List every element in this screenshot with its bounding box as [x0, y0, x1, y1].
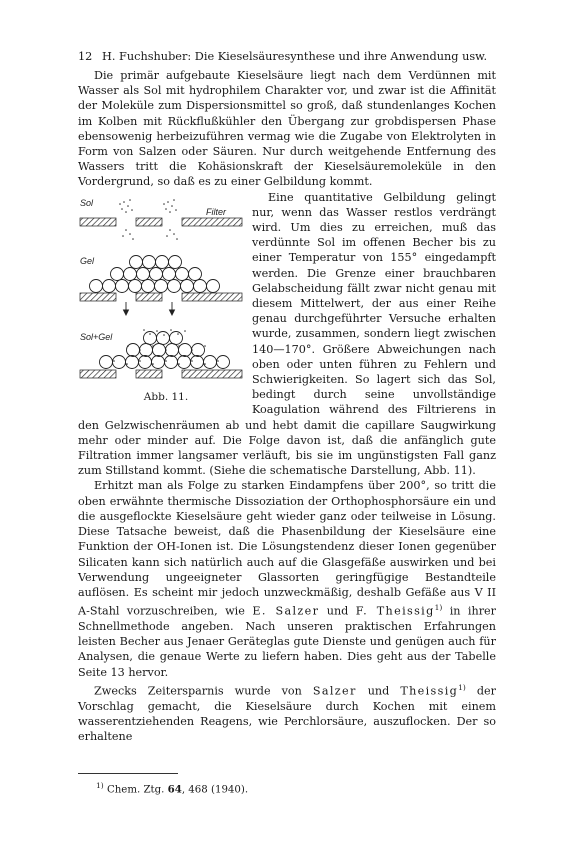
footnote-mark: 1) — [96, 781, 104, 790]
author-salzer-full: E. Salzer — [252, 604, 320, 618]
author-theissig-full: F. Theissig — [355, 604, 435, 618]
footnote-ref: 1) — [458, 682, 466, 692]
footnote-ref: 1) — [434, 603, 443, 613]
footnote-rest: , 468 (1940). — [181, 784, 249, 796]
filter-plate-3 — [80, 370, 242, 378]
gel-spheres — [90, 255, 220, 292]
paragraph-3-text: Erhitzt man als Folge zu starken Eindampfens über 200°, so tritt die oben erwähnte thermische Dissoziation der Orthophosphorsäure ein und die ausgeflockte Kieselsäure geht wieder ganz oder teilweise in Lösung. Diese Tatsache beweist, daß die Phasenbildung der Kieselsäure eine Funktion der OH-Ionen ist. Die Lösungstendenz dieser Ionen gegenüber Silicaten kann sich natürlich auch auf die Glasgefäße auswirken und bei Verwendung ungeeigneter Glassorten geringfügige Bestandteile auflösen. Es scheint mir jedoch unzweckmäßig, deshalb Gefäße aus V II A-Stahl vorzuschreiben, wie — [78, 479, 496, 618]
author-theissig: Theissig — [400, 684, 459, 698]
flow-arrows — [124, 302, 175, 315]
figure-abb-11 — [78, 194, 244, 406]
paragraph-3 — [78, 478, 496, 679]
filter-plate-1 — [80, 218, 242, 226]
running-header — [78, 50, 498, 64]
label-sol-gel: Sol+Gel — [80, 331, 113, 342]
footnote — [96, 779, 248, 796]
sol-gel-spheres — [100, 331, 230, 368]
paragraph-4 — [78, 680, 496, 745]
filter-plate-2 — [80, 293, 242, 301]
paragraph-4-rest: der Vorschlag gemacht, die Kieselsäure durch Kochen mit einem wasserentziehenden Reagens, wie Perchlorsäure, auszuflocken. Der so erhaltene — [78, 684, 497, 744]
footnote-rule — [78, 773, 178, 774]
author-salzer: Salzer — [312, 684, 357, 698]
figure-caption: Abb. 11. — [143, 390, 189, 403]
filtration-schematic — [78, 194, 244, 406]
footnote-volume: 64 — [167, 783, 182, 796]
and-text: und — [356, 684, 401, 698]
footnote-journal: Chem. Ztg. — [103, 784, 168, 796]
paragraph-1: Die primär aufgebaute Kieselsäure liegt nach dem Verdünnen mit Wasser als Sol mit hydrophilem Charakter vor, und zwar ist die Affinität der Moleküle zum Dispersionsmittel so groß, daß stundenlanges Kochen im Kolben mit Rückflußkühler den Übergang zur grobdispersen Phase ebensowenig herbeizuführen vermag wie die Zugabe von Elektrolyten in Form von Salzen oder Säuren. Nur durch weitgehende Entfernung des Wassers tritt die Kohäsionskraft der Kieselsäuremoleküle in den Vordergrund, so daß es zu einer Gelbildung kommt. — [78, 69, 496, 189]
page-number: 12 — [78, 50, 93, 63]
label-sol: Sol — [80, 197, 94, 208]
paragraph-4-start: Zwecks Zeitersparnis wurde von — [94, 684, 313, 698]
running-title: H. Fuchshuber: Die Kieselsäuresynthese und ihre Anwendung usw. — [101, 50, 488, 63]
paragraph-2 — [78, 190, 496, 479]
paragraph-3-rest: in ihrer Schnellmethode angeben. Nach unseren praktischen Erfahrungen leisten Becher aus Jenaer Geräteglas gute Dienste und genügen auch für Analysen, die genaue Werte zu liefern haben. Dies geht aus der Tabelle Seite 13 hervor. — [78, 604, 497, 679]
label-gel: Gel — [80, 255, 95, 266]
body-text — [78, 68, 496, 744]
and-text: und — [319, 604, 356, 618]
paragraph-2-text: Eine quantitative Gelbildung gelingt nur, wenn das Wasser restlos verdrängt wird. Um dies zu erreichen, muß das verdünnte Sol im offenen Becher bis zu einer Temperatur von 155° eingedampft werden. Die Grenze einer brauchbaren Gelabscheidung fällt zwar nicht genau mit diesem Mittelwert, der aus einer Reihe genau durchgeführter Versuche erhalten wurde, zusammen, sondern liegt zwischen 140—170°. Größere Abweichungen nach oben oder unten führen zu Fehlern und Schwierigkeiten. So lagert sich das Sol, bedingt durch seine unvollständige Koagulation während des Filtrierens in den Gelzwischenräumen ab und hebt damit die capillare Saugwirkung mehr oder minder auf. Die Folge davon ist, daß die anfänglich gute Filtration immer langsamer verläuft, bis sie im ungünstigsten Fall ganz zum Stillstand kommt. (Siehe die schematische Darstellung, Abb. 11). — [78, 190, 496, 478]
label-filter: Filter — [206, 206, 226, 217]
